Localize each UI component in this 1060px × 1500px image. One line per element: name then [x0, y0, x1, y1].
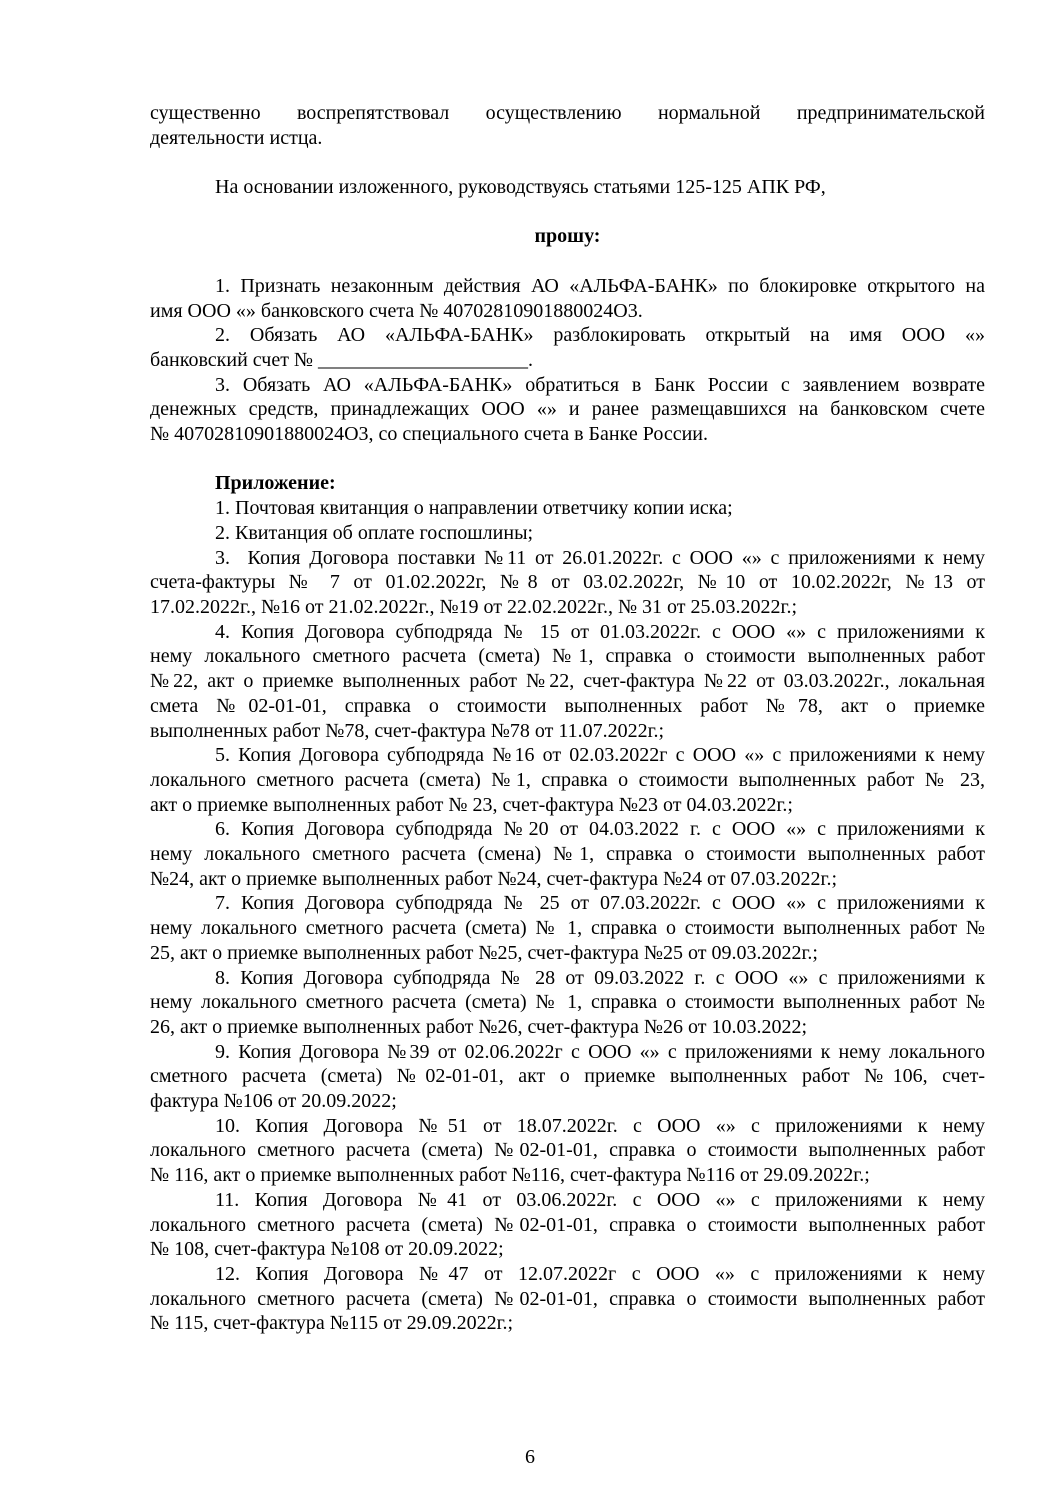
paragraph — [150, 1040, 985, 1114]
text-line: 8. Копия Договора субподряда № 28 от 09.03.2022 г. с ООО «» с приложениями к — [215, 966, 985, 989]
paragraph — [150, 1114, 985, 1188]
text-line: банковский счет № _____________________. — [150, 348, 534, 371]
blank-line — [150, 249, 985, 274]
text-line: локального сметного расчета (смета) №1, справка о стоимости выполненных работ № 23, — [150, 768, 985, 791]
text-line: 25, акт о приемке выполненных работ №25, счет-фактура №25 от 09.03.2022г.; — [150, 941, 818, 964]
paragraph — [150, 175, 985, 200]
text-line: нему локального сметного расчета (смета) № 1, справка о стоимости выполненных работ № — [150, 991, 985, 1014]
text-line: 1. Почтовая квитанция о направлении ответчику копии иска; — [215, 497, 733, 520]
paragraph — [150, 496, 985, 521]
text-line: № 40702810901880024О3, со специального счета в Банке России. — [150, 423, 708, 446]
text-line: На основании изложенного, руководствуясь статьями 125-125 АПК РФ, — [215, 176, 826, 199]
text-line: 10. Копия Договора №51 от 18.07.2022г. с ООО «» с приложениями к нему — [215, 1114, 985, 1137]
text-line: 12. Копия Договора №47 от 12.07.2022г с ООО «» с приложениями к нему — [215, 1262, 985, 1285]
paragraph — [150, 521, 985, 546]
text-line: локального сметного расчета (смета) №02-01-01, справка о стоимости выполненных работ — [150, 1213, 985, 1236]
text-line: акт о приемке выполненных работ № 23, счет-фактура №23 от 04.03.2022г.; — [150, 793, 793, 816]
text-line: 1. Признать незаконным действия АО «АЛЬФА-БАНК» по блокировке открытого на — [215, 274, 985, 297]
text-line: денежных средств, принадлежащих ООО «» и ранее размещавшихся на банковском счете — [150, 398, 985, 421]
text-line: 2. Квитанция об оплате госпошлины; — [215, 521, 534, 544]
text-line: 26, акт о приемке выполненных работ №26, счет-фактура №26 от 10.03.2022; — [150, 1015, 808, 1038]
text-line: выполненных работ №78, счет-фактура №78 от 11.07.2022г.; — [150, 719, 665, 742]
text-line: 3. Копия Договора поставки №11 от 26.01.2022г. с ООО «» с приложениями к нему — [215, 546, 985, 569]
text-line: 5. Копия Договора субподряда №16 от 02.03.2022г с ООО «» с приложениями к нему — [215, 744, 985, 767]
text-line: нему локального сметного расчета (смета) №1, справка о стоимости выполненных работ — [150, 645, 985, 668]
text-line: № 115, счет-фактура №115 от 29.09.2022г.; — [150, 1312, 514, 1335]
text-line: нему локального сметного расчета (смена) №1, справка о стоимости выполненных работ — [150, 843, 985, 866]
text-line: смета №02-01-01, справка о стоимости выполненных работ №78, акт о приемке — [150, 694, 985, 717]
blank-line — [150, 150, 985, 175]
text-line: № 108, счет-фактура №108 от 20.09.2022; — [150, 1238, 504, 1261]
text-line: 17.02.2022г., №16 от 21.02.2022г., №19 от 22.02.2022г., № 31 от 25.03.2022г.; — [150, 596, 798, 618]
text-line: деятельности истца. — [150, 126, 323, 149]
page-number: 6 — [525, 1446, 535, 1468]
text-line: фактура №106 от 20.09.2022; — [150, 1090, 397, 1113]
text-line: имя ООО «» банковского счета № 40702810901880024О3. — [150, 299, 643, 322]
text-line: №24, акт о приемке выполненных работ №24, счет-фактура №24 от 07.03.2022г.; — [150, 867, 838, 890]
paragraph — [150, 1188, 985, 1262]
text-line: 11. Копия Договора №41 от 03.06.2022г. с ООО «» с приложениями к нему — [215, 1188, 985, 1211]
paragraph — [150, 101, 985, 150]
document-body — [150, 101, 985, 1336]
text-line: №22, акт о приемке выполненных работ №22, счет-фактура №22 от 03.03.2022г., локальная — [150, 670, 985, 693]
text-line: существенно воспрепятствовал осуществлению нормальной предпринимательской — [150, 102, 985, 124]
paragraph — [150, 620, 985, 744]
text-line: локального сметного расчета (смета) №02-01-01, справка о стоимости выполненных работ — [150, 1287, 985, 1310]
paragraph — [150, 274, 985, 323]
text-line: нему локального сметного расчета (смета) № 1, справка о стоимости выполненных работ № — [150, 917, 985, 940]
text-line: сметного расчета (смета) №02-01-01, акт о приемке выполненных работ №106, счет- — [150, 1065, 985, 1088]
paragraph — [150, 546, 985, 620]
paragraph — [150, 373, 985, 447]
text-line: 9. Копия Договора №39 от 02.06.2022г с ООО «» с приложениями к нему локального — [215, 1040, 985, 1063]
paragraph — [150, 1262, 985, 1336]
text-line: № 116, акт о приемке выполненных работ №116, счет-фактура №116 от 29.09.2022г.; — [150, 1164, 870, 1187]
blank-line — [150, 447, 985, 472]
paragraph — [150, 891, 985, 965]
text-line: 2. Обязать АО «АЛЬФА-БАНК» разблокировать открытый на имя ООО «» — [215, 324, 985, 347]
text-line: 6. Копия Договора субподряда №20 от 04.03.2022 г. с ООО «» с приложениями к — [215, 818, 985, 841]
paragraph — [150, 966, 985, 1040]
paragraph — [150, 743, 985, 817]
paragraph — [150, 817, 985, 891]
request-heading: прошу: — [534, 225, 601, 248]
blank-line — [150, 200, 985, 225]
text-line: 4. Копия Договора субподряда № 15 от 01.03.2022г. с ООО «» с приложениями к — [215, 620, 985, 643]
attachments-heading: Приложение: — [215, 472, 336, 495]
text-line: счета-фактуры № 7 от 01.02.2022г, №8 от 03.02.2022г, №10 от 10.02.2022г, №13 от — [150, 571, 985, 594]
text-line: 3. Обязать АО «АЛЬФА-БАНК» обратиться в Банк России с заявлением возврате — [215, 373, 985, 396]
paragraph — [150, 323, 985, 372]
text-line: локального сметного расчета (смета) №02-01-01, справка о стоимости выполненных работ — [150, 1139, 985, 1162]
text-line: 7. Копия Договора субподряда № 25 от 07.03.2022г. с ООО «» с приложениями к — [215, 892, 985, 915]
